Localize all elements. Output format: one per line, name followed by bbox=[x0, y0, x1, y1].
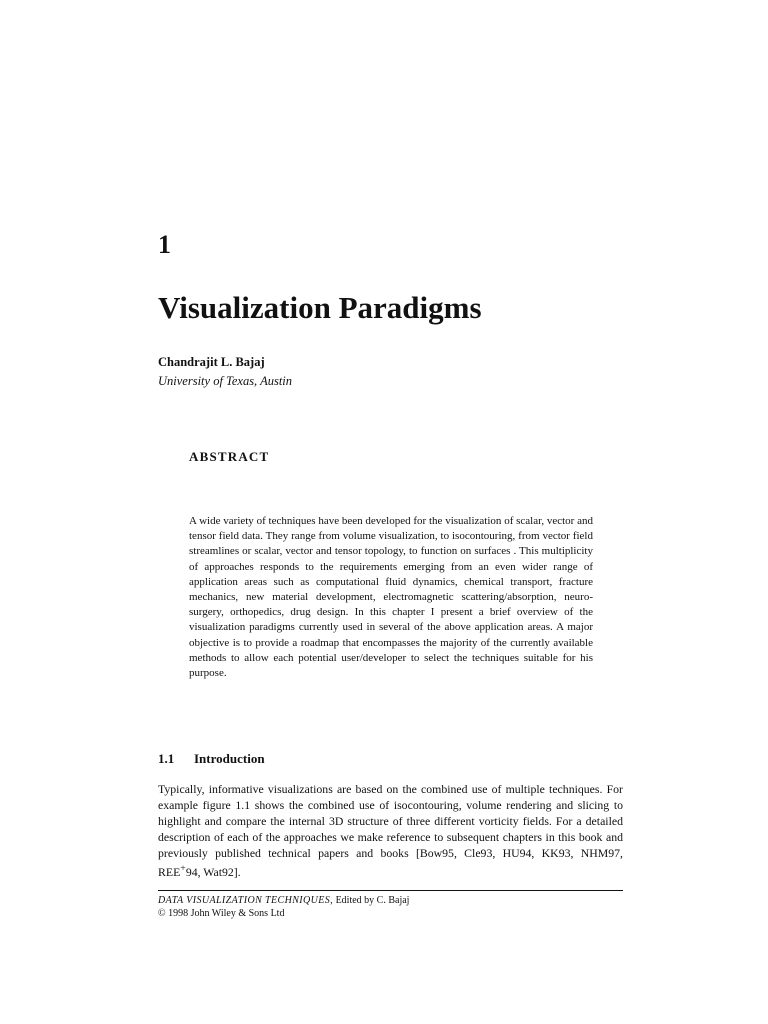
section-number: 1.1 bbox=[158, 751, 175, 766]
author-affiliation: University of Texas, Austin bbox=[158, 374, 293, 388]
section-body-text: Typically, informative visualizations are based on the combined use of multiple techniques. For example figure 1.1 shows the combined use of isocontouring, volume rendering and slicing to highlight and compare the internal 3D structure of three different vorticity fields. For a detailed description of each of the approaches we make reference to subsequent chapters in this book and previously published technical papers and books [Bow95, Cle93, HU94, KK93, NHM97, REE bbox=[158, 782, 623, 879]
author-name: Chandrajit L. Bajaj bbox=[158, 355, 265, 369]
section-body bbox=[158, 781, 623, 880]
section-body-superscript: + bbox=[180, 863, 186, 874]
footer bbox=[158, 894, 623, 920]
chapter-number: 1 bbox=[158, 230, 171, 259]
abstract-heading: ABSTRACT bbox=[189, 449, 270, 464]
footer-copyright: © 1998 John Wiley & Sons Ltd bbox=[158, 908, 285, 919]
abstract-body: A wide variety of techniques have been developed for the visualization of scalar, vector and tensor field data. They range from volume visualization, to isocontouring, from vector field streamlines or scalar, vector and tensor topology, to function on surfaces . This multiplicity of approaches responds to the requirements emerging from an even wider range of application areas such as computational fluid dynamics, chemical transport, fracture mechanics, new material development, electromagnetic scattering/absorption, neuro-surgery, orthopedics, drug design. In this chapter I present a brief overview of the visualization paradigms currently used in several of the above application areas. A major objective is to provide a roadmap that encompasses the majority of the currently available methods to allow each potential user/developer to select the techniques suitable for his purpose. bbox=[189, 515, 593, 680]
section-title: Introduction bbox=[194, 751, 265, 766]
footer-editor: Edited by C. Bajaj bbox=[333, 895, 410, 906]
footer-book-title: DATA VISUALIZATION TECHNIQUES, bbox=[158, 895, 334, 906]
chapter-title: Visualization Paradigms bbox=[158, 290, 482, 325]
section-heading bbox=[158, 751, 265, 767]
section-body-end: 94, Wat92]. bbox=[185, 864, 241, 879]
footer-book-line bbox=[158, 894, 623, 907]
footer-rule bbox=[158, 890, 623, 891]
